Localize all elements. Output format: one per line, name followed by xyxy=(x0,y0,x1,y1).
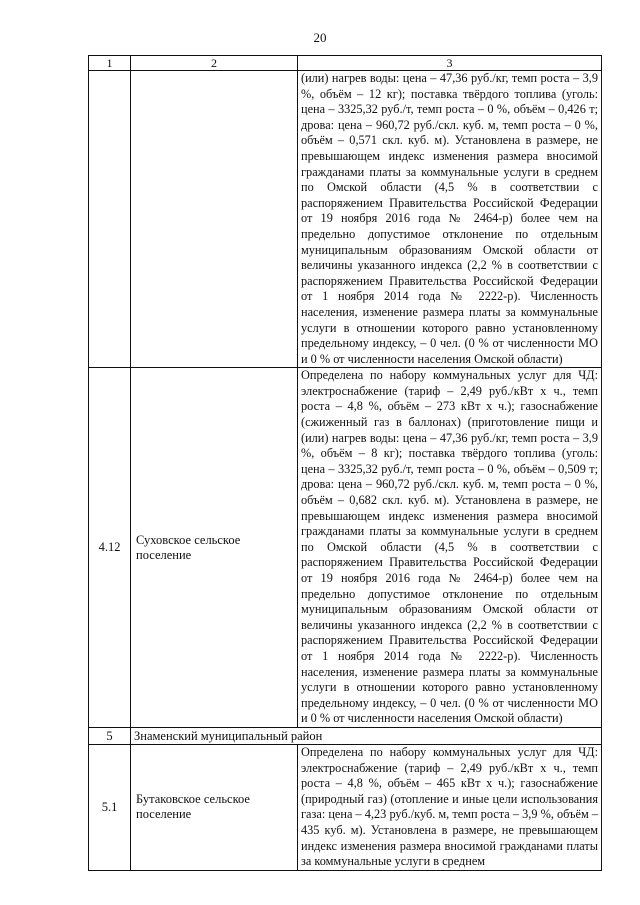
table-row xyxy=(89,71,602,368)
tariff-table xyxy=(88,55,602,871)
row-number xyxy=(89,71,131,368)
row-description: (или) нагрев воды: цена – 47,36 руб./кг, темп роста – 3,9 %, объём – 12 кг); поставка твёрдого топлива (уголь: цена – 3325,32 руб./т, темп роста – 0 %, объём – 0,426 т; дрова: цена – 960,72 руб./скл. куб. м, темп роста – 0 %, объём – 0,571 скл. куб. м). Установлена в размере, не превышающем индекс изменения размера вносимой гражданами платы за коммунальные услуги в среднем по Омской области (4,5 % в соответствии с распоряжением Правительства Российской Федерации от 19 ноября 2016 года № 2464-р) более чем на предельно допустимое отклонение по отдельным муниципальным образованиям Омской области от величины указанного индекса (2,2 % в соответствии с распоряжением Правительства Российской Федерации от 1 ноября 2014 года № 2222-р). Численность населения, изменение размера платы за коммунальные услуги в отношении которого равно установленному предельному индексу, – 0 чел. (0 % от численности МО и 0 % от численности населения Омской области) xyxy=(298,71,602,368)
section-number: 5 xyxy=(89,727,131,744)
section-title: Знаменский муниципальный район xyxy=(131,727,602,744)
section-row xyxy=(89,727,602,744)
header-col-1: 1 xyxy=(89,56,131,71)
table-row xyxy=(89,368,602,728)
settlement-name: Суховское сельское поселение xyxy=(131,368,298,728)
table-header-row xyxy=(89,56,602,71)
settlement-name xyxy=(131,71,298,368)
row-description: Определена по набору коммунальных услуг для ЧД: электроснабжение (тариф – 2,49 руб./кВт х ч., темп роста – 4,8 %, объём – 465 кВт х ч.); газоснабжение (природный газ) (отопление и иные цели использования газа: цена – 4,23 руб./куб. м, темп роста – 3,9 %, объём – 435 куб. м). Установлена в размере, не превышающем индекс изменения размера вносимой гражданами платы за коммунальные услуги в среднем xyxy=(298,744,602,870)
table-row xyxy=(89,744,602,870)
header-col-3: 3 xyxy=(298,56,602,71)
page-number: 20 xyxy=(313,30,327,45)
row-number: 4.12 xyxy=(89,368,131,728)
header-col-2: 2 xyxy=(131,56,298,71)
settlement-name: Бутаковское сельское поселение xyxy=(131,744,298,870)
row-number: 5.1 xyxy=(89,744,131,870)
row-description: Определена по набору коммунальных услуг для ЧД: электроснабжение (тариф – 2,49 руб./кВт х ч., темп роста – 4,8 %, объём – 273 кВт х ч.); газоснабжение (сжиженный газ в баллонах) (приготовление пищи и (или) нагрев воды: цена – 47,36 руб./кг, темп роста – 3,9 %, объём – 8 кг); поставка твёрдого топлива (уголь: цена – 3325,32 руб./т, темп роста – 0 %, объём – 0,509 т; дрова: цена – 960,72 руб./скл. куб. м, темп роста – 0 %, объём – 0,682 скл. куб. м). Установлена в размере, не превышающем индекс изменения размера вносимой гражданами платы за коммунальные услуги в среднем по Омской области (4,5 % в соответствии с распоряжением Правительства Российской Федерации от 19 ноября 2016 года № 2464-р) более чем на предельно допустимое отклонение по отдельным муниципальным образованиям Омской области от величины указанного индекса (2,2 % в соответствии с распоряжением Правительства Российской Федерации от 1 ноября 2014 года № 2222-р). Численность населения, изменение размера платы за коммунальные услуги в отношении которого равно установленному предельному индексу, – 0 чел. (0 % от численности МО и 0 % от численности населения Омской области) xyxy=(298,368,602,728)
